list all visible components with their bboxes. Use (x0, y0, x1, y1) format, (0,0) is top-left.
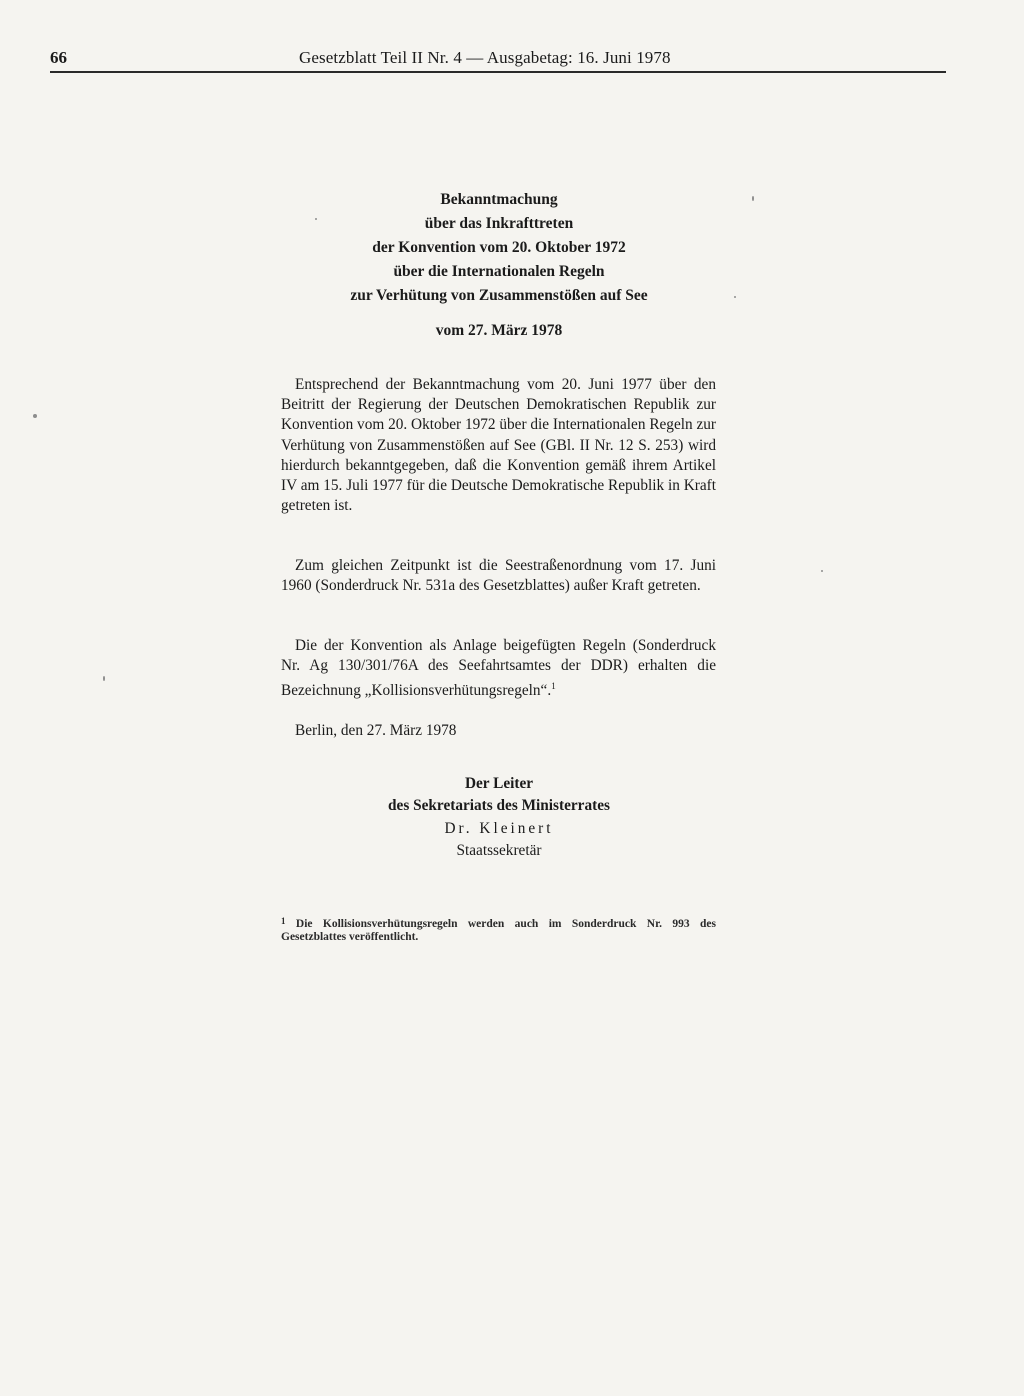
scan-speck (33, 414, 37, 418)
running-head: Gesetzblatt Teil II Nr. 4 — Ausgabetag: 16. Juni 1978 (299, 48, 671, 67)
title-line: über das Inkrafttreten (424, 215, 574, 232)
header-rule (50, 71, 946, 73)
page-number: 66 (50, 48, 67, 67)
footnote-marker: 1 (281, 916, 286, 926)
title-line: über die Internationalen Regeln (393, 263, 605, 280)
scan-speck (103, 676, 105, 681)
announcement-date: vom 27. März 1978 (435, 322, 563, 339)
body-paragraph-3 (281, 636, 716, 702)
announcement-title (284, 188, 714, 308)
footnote-reference: 1 (551, 681, 556, 692)
signatory-title: Der Leiter (464, 775, 534, 792)
footnote-text: Die Kollisionsverhütungsregeln werden auch im Sonderdruck Nr. 993 des Gesetzblattes veröffentlicht. (281, 918, 717, 943)
body-paragraph-3-text: Die der Konvention als Anlage beigefügten Regeln (Sonderdruck Nr. Ag 130/301/76A des Seefahrtsamtes der DDR) erhalten die Bezeichnung „Kollisionsverhütungsregeln“. (281, 637, 716, 700)
scan-speck (734, 296, 736, 298)
footnote (281, 915, 716, 944)
scan-speck (821, 570, 823, 572)
body-paragraph-2: Zum gleichen Zeitpunkt ist die Seestraßenordnung vom 17. Juni 1960 (Sonderdruck Nr. 531a des Gesetzblattes) außer Kraft getreten. (281, 557, 716, 595)
title-line: zur Verhütung von Zusammenstößen auf See (350, 287, 648, 304)
page-header (50, 46, 946, 72)
signatory-role: Staatssekretär (456, 841, 542, 859)
scan-speck (752, 196, 754, 201)
signatory-office: des Sekretariats des Ministerrates (388, 796, 610, 814)
title-line: der Konvention vom 20. Oktober 1972 (372, 239, 626, 256)
body-paragraph-1: Entsprechend der Bekanntmachung vom 20. Juni 1977 über den Beitritt der Regierung der Deutschen Demokratischen Republik zur Konvention vom 20. Oktober 1972 über die Internationalen Regeln zur Verhütung von Zusammenstößen auf See (GBl. II Nr. 12 S. 253) wird hierdurch bekanntgegeben, daß die Konvention gemäß ihrem Artikel IV am 15. Juli 1977 für die Deutsche Demokratische Republik in Kraft getreten ist. (281, 376, 716, 515)
place-and-date: Berlin, den 27. März 1978 (295, 722, 457, 739)
signatory-name: Dr. Kleinert (444, 820, 554, 837)
signature-block (284, 773, 714, 861)
title-line: Bekanntmachung (440, 191, 558, 208)
scan-speck (315, 218, 317, 220)
